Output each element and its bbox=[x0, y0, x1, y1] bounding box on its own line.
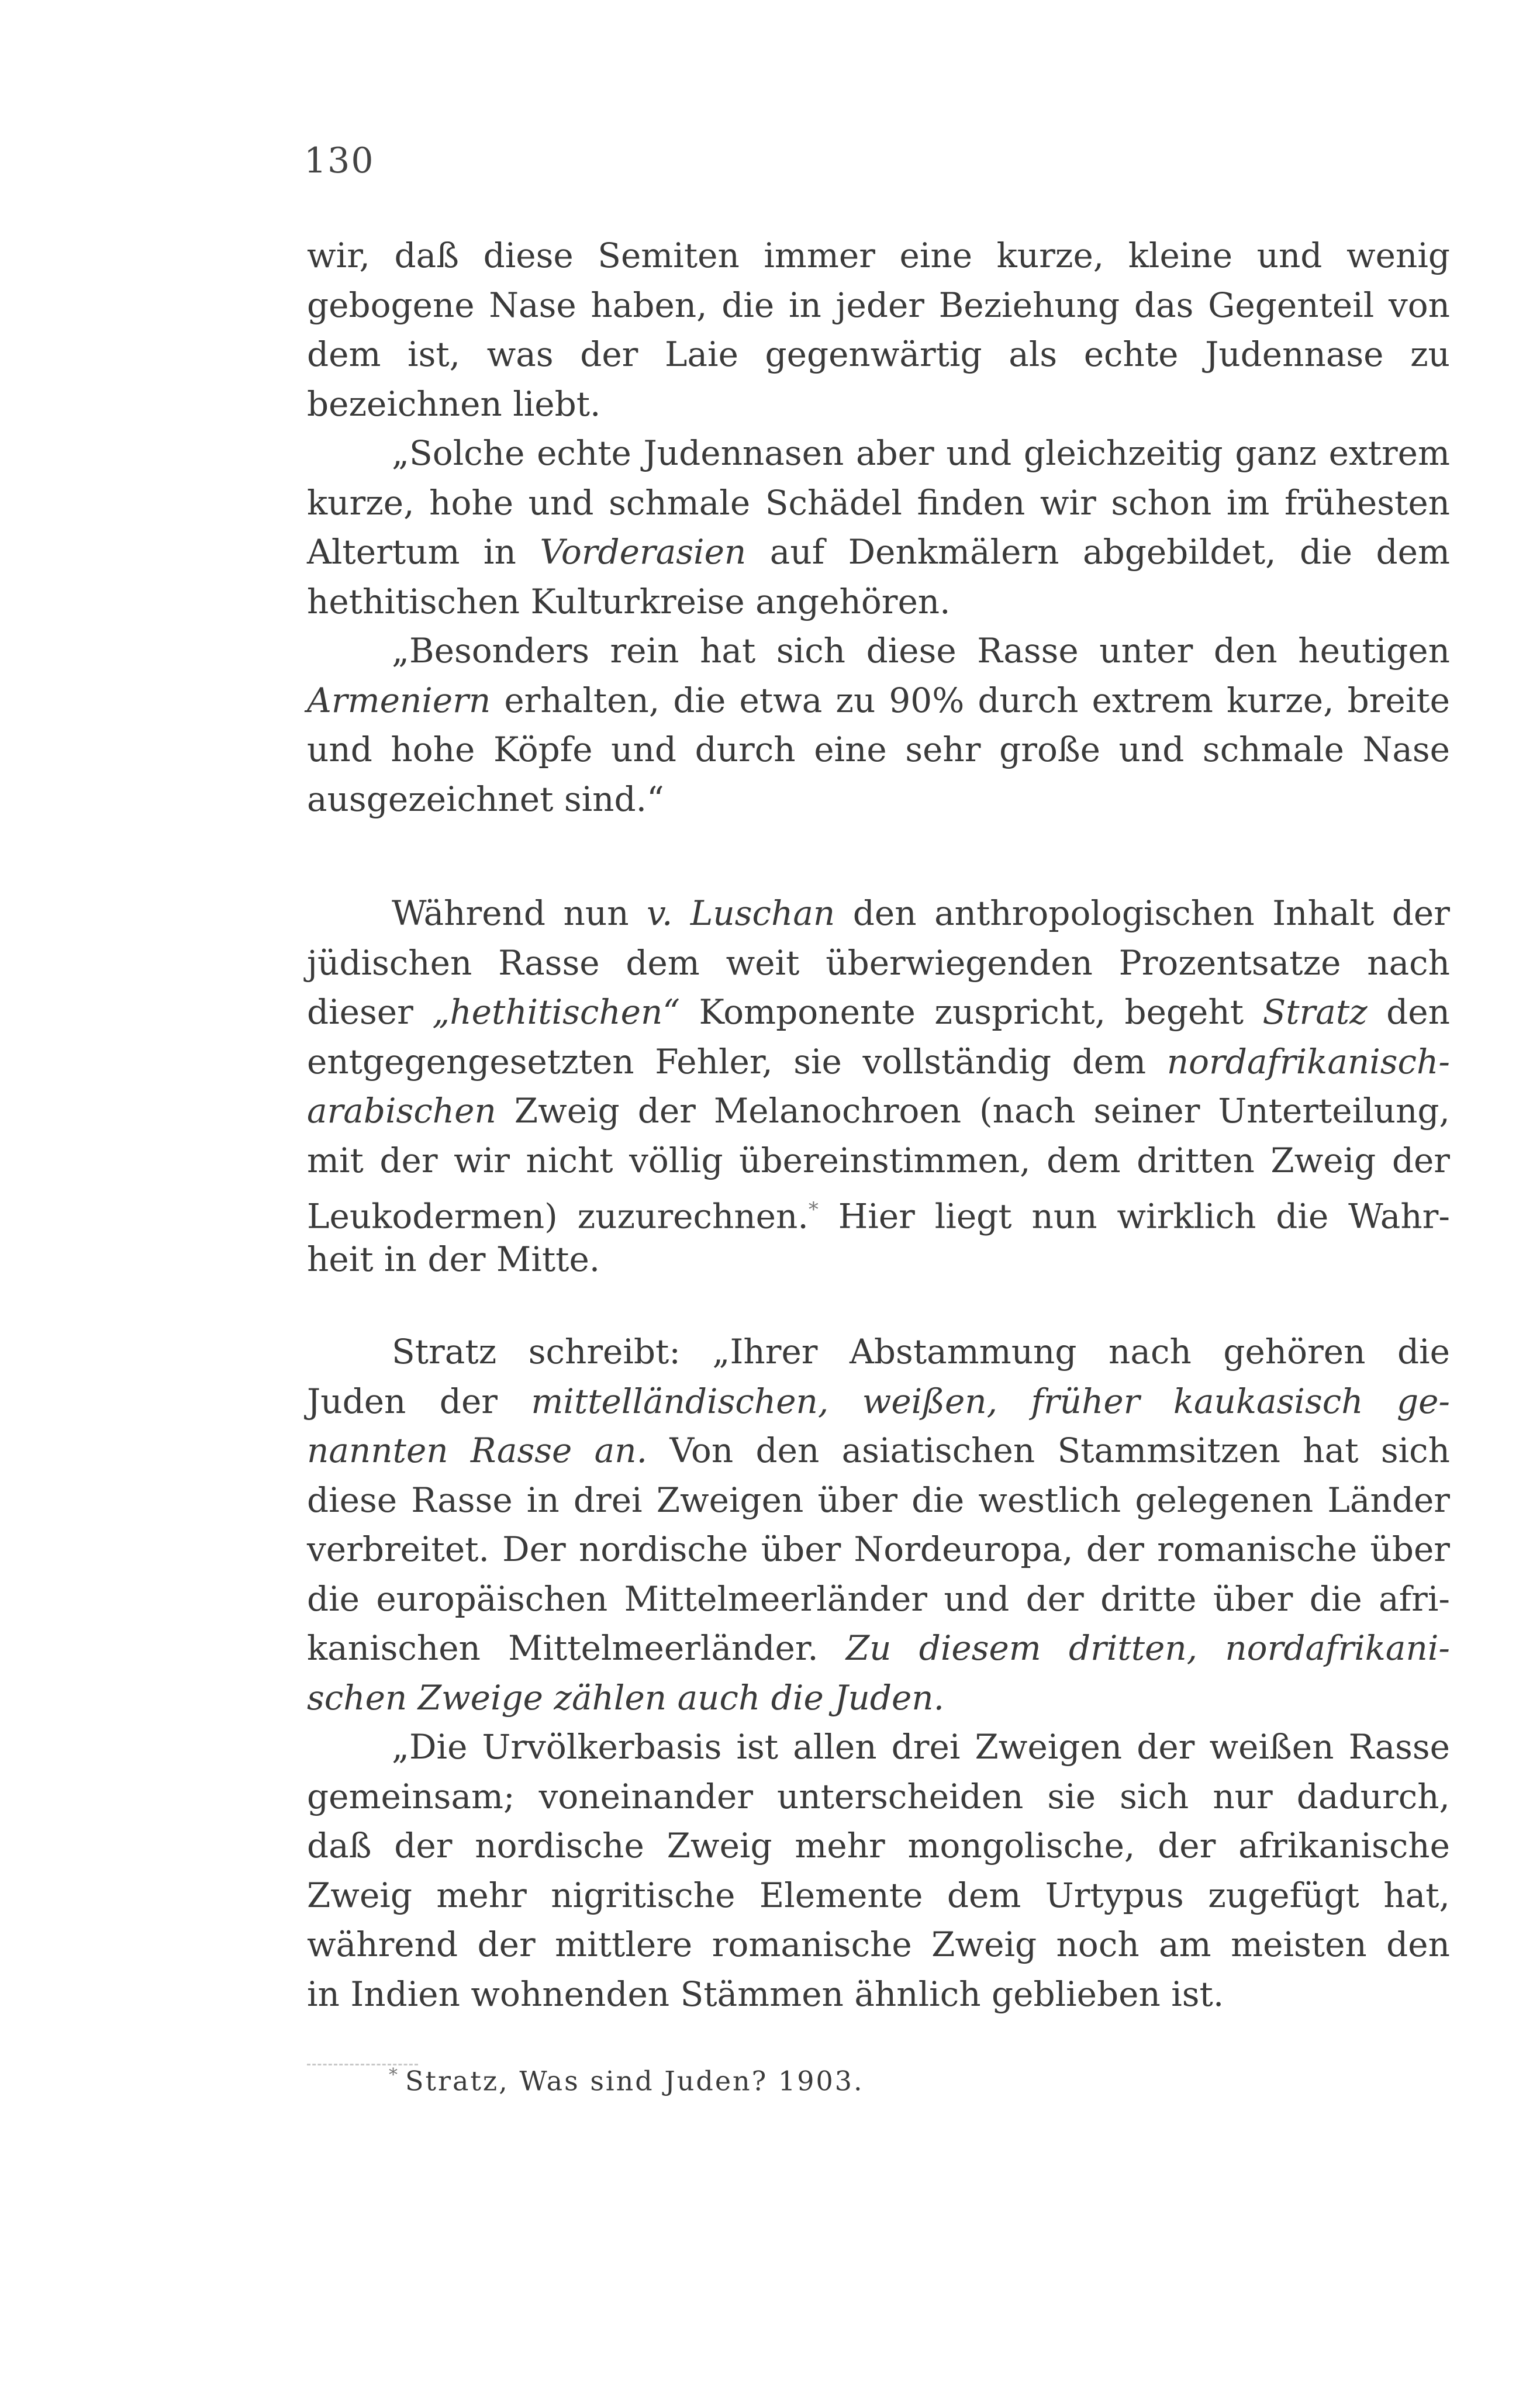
text-segment: entgegengesetzten Fehler, sie vollständig dem bbox=[307, 1041, 1167, 1082]
text-segment: Von den asiatischen Stammsitzen hat sich bbox=[647, 1431, 1450, 1470]
emphasis-text: nannten Rasse an. bbox=[307, 1431, 648, 1470]
text-line bbox=[307, 1673, 1450, 1723]
footnote bbox=[389, 2065, 864, 2096]
emphasis-text: Zu diesem dritten, nordafrikani- bbox=[845, 1628, 1450, 1668]
page-number: 130 bbox=[304, 140, 375, 181]
emphasis-text: Armeniern bbox=[307, 680, 491, 720]
text-segment: Altertum in bbox=[307, 532, 540, 572]
text-line: verbreitet. Der nordische über Nordeuropa, der romanische über bbox=[307, 1529, 1450, 1569]
text-segment: Leukodermen) zuzurechnen. bbox=[307, 1196, 809, 1236]
text-line bbox=[307, 1037, 1450, 1087]
paragraph-block-3 bbox=[307, 1327, 1450, 2019]
footnote-text: Stratz, Was sind Juden? 1903. bbox=[405, 2065, 864, 2097]
paragraph-block-1 bbox=[307, 231, 1450, 824]
text-segment: den anthropologischen Inhalt der bbox=[835, 893, 1450, 933]
text-line: gemeinsam; voneinander unterscheiden sie sich nur dadurch, bbox=[307, 1776, 1450, 1816]
emphasis-text: schen Zweige zählen auch die Juden. bbox=[307, 1677, 945, 1718]
text-line: „Solche echte Judennasen aber und gleichzeitig ganz extrem bbox=[392, 433, 1450, 473]
emphasis-text: Stratz bbox=[1262, 992, 1368, 1032]
text-line: während der mittlere romanische Zweig noch am meisten den bbox=[307, 1925, 1450, 1964]
text-line: und hohe Köpfe und durch eine sehr große und schmale Nase bbox=[307, 730, 1450, 769]
emphasis-text: Vorderasien bbox=[540, 532, 747, 572]
text-line bbox=[307, 987, 1450, 1037]
emphasis-text: v. Luschan bbox=[647, 893, 835, 933]
text-segment: Zweig der Melanochroen (nach seiner Unterteilung, bbox=[496, 1091, 1450, 1131]
text-line: daß der nordische Zweig mehr mongolische, der afrikanische bbox=[307, 1826, 1450, 1866]
text-segment: kanischen Mittelmeerländer. bbox=[307, 1628, 846, 1668]
text-line bbox=[307, 1623, 1450, 1673]
text-line: Zweig mehr nigritische Elemente dem Urtypus zugefügt hat, bbox=[307, 1875, 1450, 1915]
text-line bbox=[307, 1086, 1450, 1136]
text-line bbox=[307, 676, 1450, 726]
text-line: gebogene Nase haben, die in jeder Beziehung das Gegenteil von bbox=[307, 285, 1450, 325]
text-line: „Die Urvölkerbasis ist allen drei Zweigen der weißen Rasse bbox=[392, 1727, 1450, 1767]
text-line: die europäischen Mittelmeerländer und der dritte über die afri- bbox=[307, 1578, 1450, 1619]
text-line bbox=[307, 1185, 1450, 1235]
text-line: kurze, hohe und schmale Schädel finden wir schon im frühesten bbox=[307, 482, 1450, 523]
text-line: in Indien wohnenden Stämmen ähnlich geblieben ist. bbox=[307, 1974, 1224, 2014]
emphasis-text: nordafrikanisch- bbox=[1166, 1041, 1450, 1082]
text-line: diese Rasse in drei Zweigen über die westlich gelegenen Länder bbox=[307, 1480, 1450, 1520]
text-line: dem ist, was der Laie gegenwärtig als echte Judennase zu bbox=[307, 334, 1450, 374]
text-line: hethitischen Kulturkreise angehören. bbox=[307, 581, 951, 621]
text-segment: auf Denkmälern abgebildet, die dem bbox=[746, 532, 1450, 572]
footnote-mark: * bbox=[389, 2065, 399, 2085]
text-line: Stratz schreibt: „Ihrer Abstammung nach gehören die bbox=[392, 1332, 1450, 1372]
text-line bbox=[307, 889, 1450, 938]
text-line: heit in der Mitte. bbox=[307, 1239, 600, 1279]
emphasis-text: mittelländischen, weißen, früher kaukasisch ge- bbox=[531, 1381, 1450, 1421]
paragraph-block-2 bbox=[307, 889, 1450, 1284]
text-line: wir, daß diese Semiten immer eine kurze, kleine und wenig bbox=[307, 236, 1450, 275]
text-segment: Juden der bbox=[307, 1381, 531, 1421]
text-line: ausgezeichnet sind.“ bbox=[307, 779, 664, 819]
footnote-reference[interactable]: * bbox=[808, 1198, 819, 1221]
text-segment: Während nun bbox=[392, 893, 647, 933]
text-line: bezeichnen liebt. bbox=[307, 384, 601, 424]
text-segment: erhalten, die etwa zu 90% durch extrem kurze, breite bbox=[491, 680, 1450, 720]
text-segment: Hier liegt nun wirklich die Wahr- bbox=[818, 1196, 1451, 1236]
text-segment: den bbox=[1367, 992, 1450, 1032]
emphasis-text: „hethitischen“ bbox=[432, 992, 681, 1032]
text-line: „Besonders rein hat sich diese Rasse unter den heutigen bbox=[392, 631, 1450, 671]
text-line: mit der wir nicht völlig übereinstimmen, dem dritten Zweig der bbox=[307, 1140, 1450, 1180]
text-line: jüdischen Rasse dem weit überwiegenden Prozentsatze nach bbox=[307, 942, 1450, 983]
text-line bbox=[307, 527, 1450, 577]
text-segment: dieser bbox=[307, 992, 433, 1032]
emphasis-text: arabischen bbox=[307, 1091, 496, 1131]
text-line bbox=[307, 1377, 1450, 1426]
text-line bbox=[307, 1426, 1450, 1476]
text-segment: Komponente zuspricht, begeht bbox=[680, 992, 1263, 1032]
